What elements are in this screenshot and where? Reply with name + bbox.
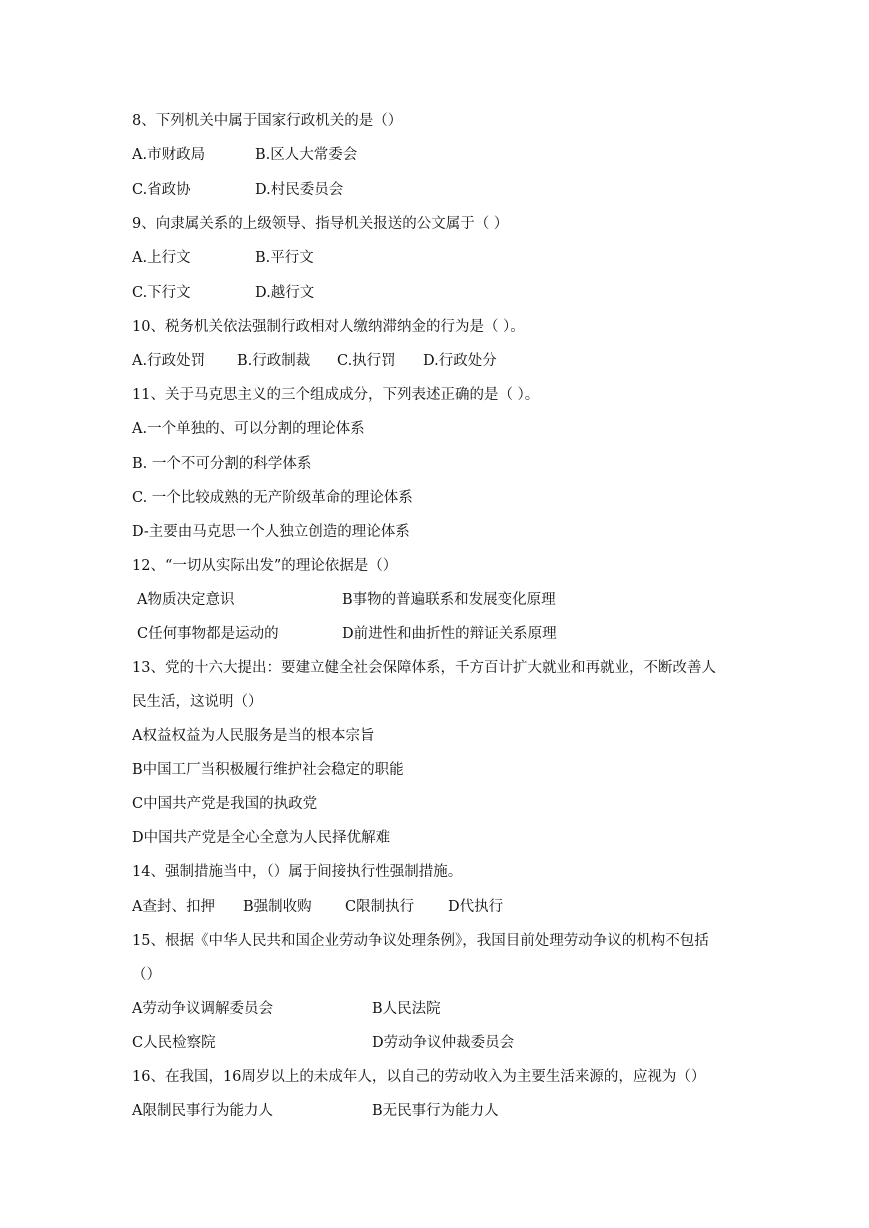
question-9-option-a: A.上行文 [132, 250, 191, 266]
question-13-option-b: B中国工厂当积极履行维护社会稳定的职能 [132, 762, 404, 778]
question-8-stem: 8、下列机关中属于国家行政机关的是（） [132, 113, 403, 129]
question-12-option-a: A物质决定意识 [137, 592, 235, 608]
question-9-option-d: D.越行文 [255, 285, 315, 301]
question-12-stem: 12、“一切从实际出发”的理论依据是（） [132, 558, 398, 574]
question-15-stem-line-2: （） [132, 967, 161, 983]
question-14-option-d: D代执行 [448, 899, 504, 915]
question-14-option-c: C限制执行 [345, 899, 415, 915]
question-10-stem: 10、税务机关依法强制行政相对人缴纳滞纳金的行为是（ ）。 [132, 319, 525, 335]
question-8-option-a: A.市财政局 [132, 147, 206, 163]
question-15-option-b: B人民法院 [372, 1001, 441, 1017]
question-14-stem: 14、强制措施当中，（）属于间接执行性强制措施。 [132, 864, 463, 880]
question-13-option-d: D中国共产党是全心全意为人民择优解难 [132, 830, 391, 846]
question-14-option-a: A查封、扣押 [132, 899, 215, 915]
question-15-option-a: A劳动争议调解委员会 [132, 1001, 273, 1017]
question-13-option-a: A权益权益为人民服务是当的根本宗旨 [132, 728, 375, 744]
question-8-option-d: D.村民委员会 [255, 182, 344, 198]
question-8-option-b: B.区人大常委会 [255, 147, 358, 163]
question-10-option-d: D.行政处分 [423, 353, 497, 369]
question-14-option-b: B强制收购 [243, 899, 312, 915]
question-15-stem-line-1: 15、根据《中华人民共和国企业劳动争议处理条例》，我国目前处理劳动争议的机构不包括 [132, 933, 709, 949]
question-8-option-c: C.省政协 [132, 182, 191, 198]
question-9-option-b: B.平行文 [255, 250, 314, 266]
question-11-option-b: B. 一个不可分割的科学体系 [132, 456, 312, 472]
question-15-option-c: C人民检察院 [132, 1035, 216, 1051]
question-12-option-d: D前进性和曲折性的辩证关系原理 [342, 626, 557, 642]
question-10-option-a: A.行政处罚 [132, 353, 206, 369]
question-11-option-a: A.一个单独的、可以分割的理论体系 [132, 421, 365, 437]
question-16-option-b: B无民事行为能力人 [372, 1103, 499, 1119]
question-12-option-c: C任何事物都是运动的 [137, 626, 279, 642]
question-13-option-c: C中国共产党是我国的执政党 [132, 796, 318, 812]
question-16-stem: 16、在我国，16周岁以上的未成年人，以自己的劳动收入为主要生活来源的，应视为（） [132, 1069, 706, 1085]
question-9-option-c: C.下行文 [132, 285, 191, 301]
question-13-stem-line-1: 13、党的十六大提出：要建立健全社会保障体系，千方百计扩大就业和再就业，不断改善人 [132, 660, 716, 676]
question-10-option-b: B.行政制裁 [237, 353, 311, 369]
question-16-option-a: A限制民事行为能力人 [132, 1103, 273, 1119]
question-15-option-d: D劳动争议仲裁委员会 [372, 1035, 515, 1051]
question-11-option-c: C. 一个比较成熟的无产阶级革命的理论体系 [132, 490, 413, 506]
question-12-option-b: B事物的普遍联系和发展变化原理 [342, 592, 556, 608]
question-9-stem: 9、向隶属关系的上级领导、指导机关报送的公文属于（ ） [132, 216, 509, 232]
question-11-stem: 11、关于马克思主义的三个组成成分，下列表述正确的是（ ）。 [132, 387, 540, 403]
question-13-stem-line-2: 民生活，这说明（） [132, 694, 263, 710]
question-10-option-c: C.执行罚 [337, 353, 396, 369]
question-11-option-d: D-主要由马克思一个人独立创造的理论体系 [132, 524, 410, 540]
